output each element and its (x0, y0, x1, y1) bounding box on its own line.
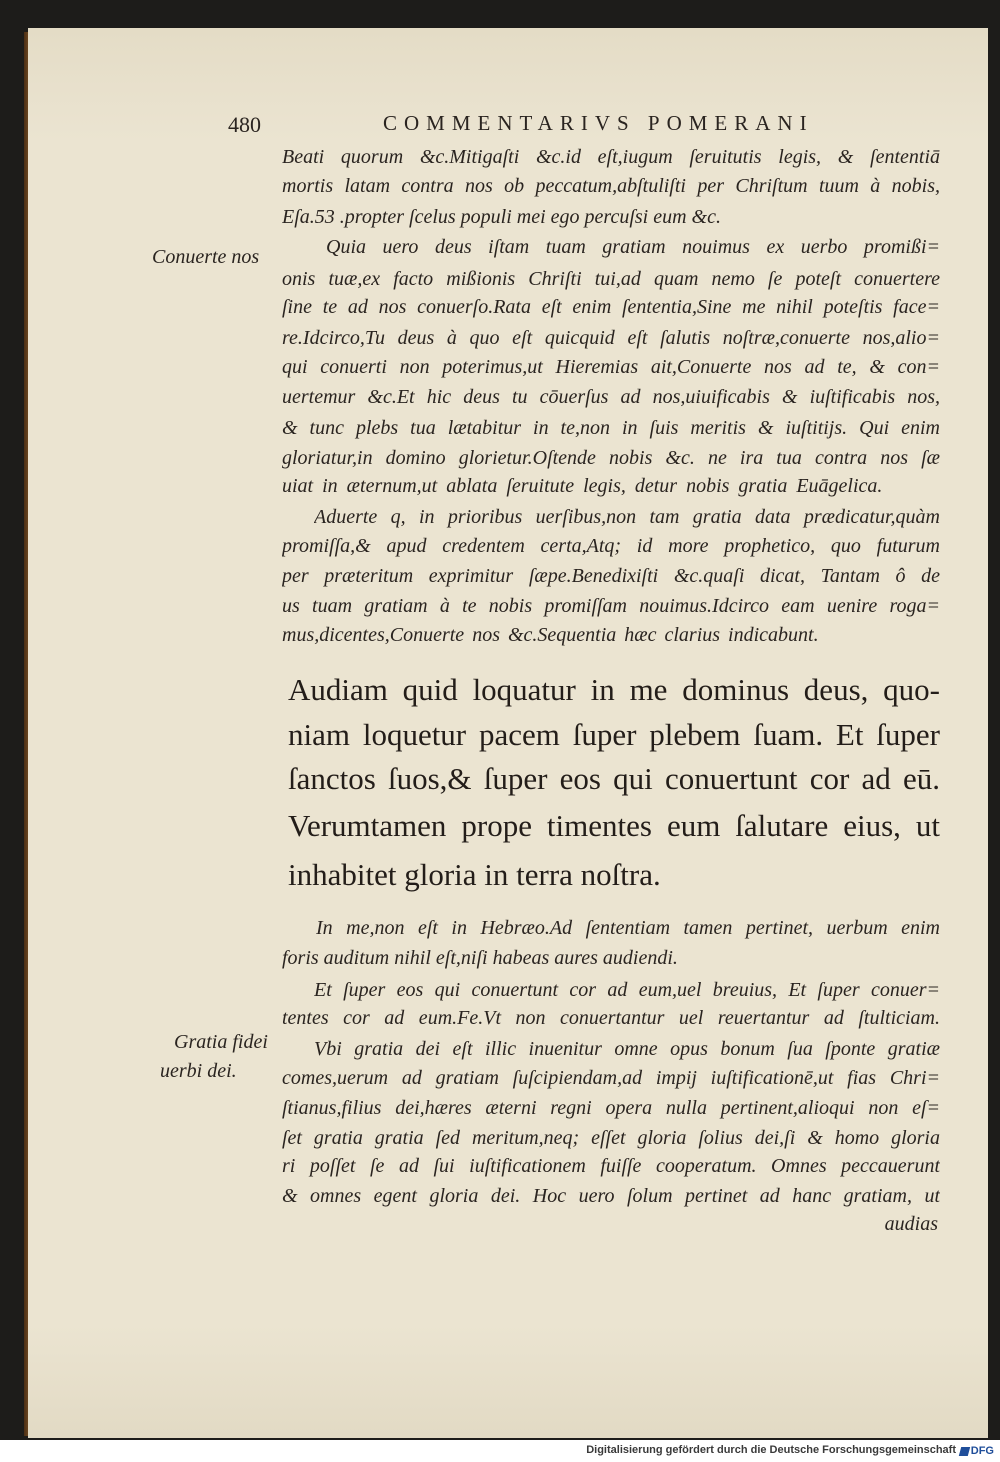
verse-line: niam loquetur pacem ſuper plebem ſuam. Et ſuper (288, 717, 940, 752)
text-line: ſine te ad nos conuerſo.Rata eſt enim ſententia,Sine me nihil poteſtis face= (282, 296, 940, 318)
verse-line: ſanctos ſuos,& ſuper eos qui conuertunt cor ad eū. (288, 761, 940, 796)
text-line: ri poſſet ſe ad ſui iuſtificationem fuiſſe cooperatum. Omnes peccauerunt (282, 1155, 940, 1177)
text-line: re.Idcirco,Tu deus à quo eſt quicquid eſt ſalutis noſtræ,conuerte nos,alio= (282, 327, 940, 349)
text-line: uiat in æternum,ut ablata ſeruitute legis, detur nobis gratia Euāgelica. (282, 475, 883, 497)
text-line: & omnes egent gloria dei. Hoc uero ſolum pertinet ad hanc gratiam, ut (282, 1185, 940, 1207)
running-title: COMMENTARIVS POMERANI (383, 111, 814, 135)
text-line: Vbi gratia dei eſt illic inuenitur omne opus bonum ſua ſponte gratiæ (314, 1038, 940, 1060)
text-line: mus,dicentes,Conuerte nos &c.Sequentia hæc clarius indicabunt. (282, 624, 819, 646)
text-line: per præteritum exprimitur ſæpe.Benedixiſti &c.quaſi dicat, Tantam ô de (282, 565, 940, 587)
digitization-credit: Digitalisierung gefördert durch die Deutsche Forschungsgemeinschaft (586, 1444, 956, 1456)
verse-line: Audiam quid loquatur in me dominus deus, quo- (288, 672, 940, 707)
text-line: comes,uerum ad gratiam ſuſcipiendam,ad impij iuſtificationē,ut fias Chri= (282, 1067, 940, 1089)
marginal-note-gratia-line1: Gratia fidei (174, 1031, 268, 1053)
text-line: foris auditum nihil eſt,niſi habeas aures audiendi. (282, 947, 678, 969)
text-line: promiſſa,& apud credentem certa,Atq; id more prophetico, quo futurum (282, 535, 940, 557)
text-line: tentes cor ad eum.Fe.Vt non conuertantur uel reuertantur ad ſtulticiam. (282, 1007, 940, 1029)
verse-line: Verumtamen prope timentes eum ſalutare eius, ut (288, 808, 940, 843)
dfg-logo-icon (959, 1447, 970, 1456)
text-line: In me,non eſt in Hebræo.Ad ſententiam tamen pertinet, uerbum enim (316, 917, 940, 939)
text-line: Beati quorum &c.Mitigaſti &c.id eſt,iugum ſeruitutis legis, & ſententiā (282, 146, 940, 168)
verse-line: inhabitet gloria in terra noſtra. (288, 857, 661, 892)
marginal-note-conuerte: Conuerte nos (152, 246, 260, 268)
text-line: qui conuerti non poterimus,ut Hieremias ait,Conuerte nos ad te, & con= (282, 356, 940, 378)
dfg-logo-text: DFG (970, 1445, 994, 1457)
text-line: Eſa.53 .propter ſcelus populi mei ego percuſsi eum &c. (282, 206, 721, 228)
text-line: us tuam gratiam à te nobis promiſſam nouimus.Idcirco eam uenire roga= (282, 595, 940, 617)
text-line: Aduerte q, in prioribus uerſibus,non tam gratia data prædicatur,quàm (314, 506, 940, 528)
text-line: Quia uero deus iſtam tuam gratiam nouimus ex uerbo promißi= (326, 236, 940, 258)
text-line: & tunc plebs tua lætabitur in te,non in ſuis meritis & iuſtitijs. Qui enim (282, 417, 940, 439)
catchword: audias (884, 1213, 938, 1235)
text-line: onis tuæ,ex facto mißionis Chriſti tui,ad quam nemo ſe poteſt conuertere (282, 268, 940, 290)
page-number: 480 (228, 112, 261, 137)
text-line: ſtianus,filius dei,hæres æterni regni opera nulla pertinent,alioqui non eſ= (282, 1097, 940, 1119)
text-line: gloriatur,in domino glorietur.Oſtende nobis &c. ne ira tua contra nos ſæ (282, 447, 940, 469)
text-line: uertemur &c.Et hic deus tu cōuerſus ad nos,uiuificabis & iuſtificabis nos, (282, 386, 940, 408)
marginal-note-gratia-line2: uerbi dei. (160, 1060, 237, 1082)
text-line: ſet gratia gratia ſed meritum,neq; eſſet gloria ſolius dei,ſi & homo gloria (282, 1127, 940, 1149)
text-line: Et ſuper eos qui conuertunt cor ad eum,uel breuius, Et ſuper conuer= (314, 979, 940, 1001)
text-line: mortis latam contra nos ob peccatum,abſtuliſti per Chriſtum tuum à nobis, (282, 175, 940, 197)
dfg-logo (960, 1444, 994, 1458)
